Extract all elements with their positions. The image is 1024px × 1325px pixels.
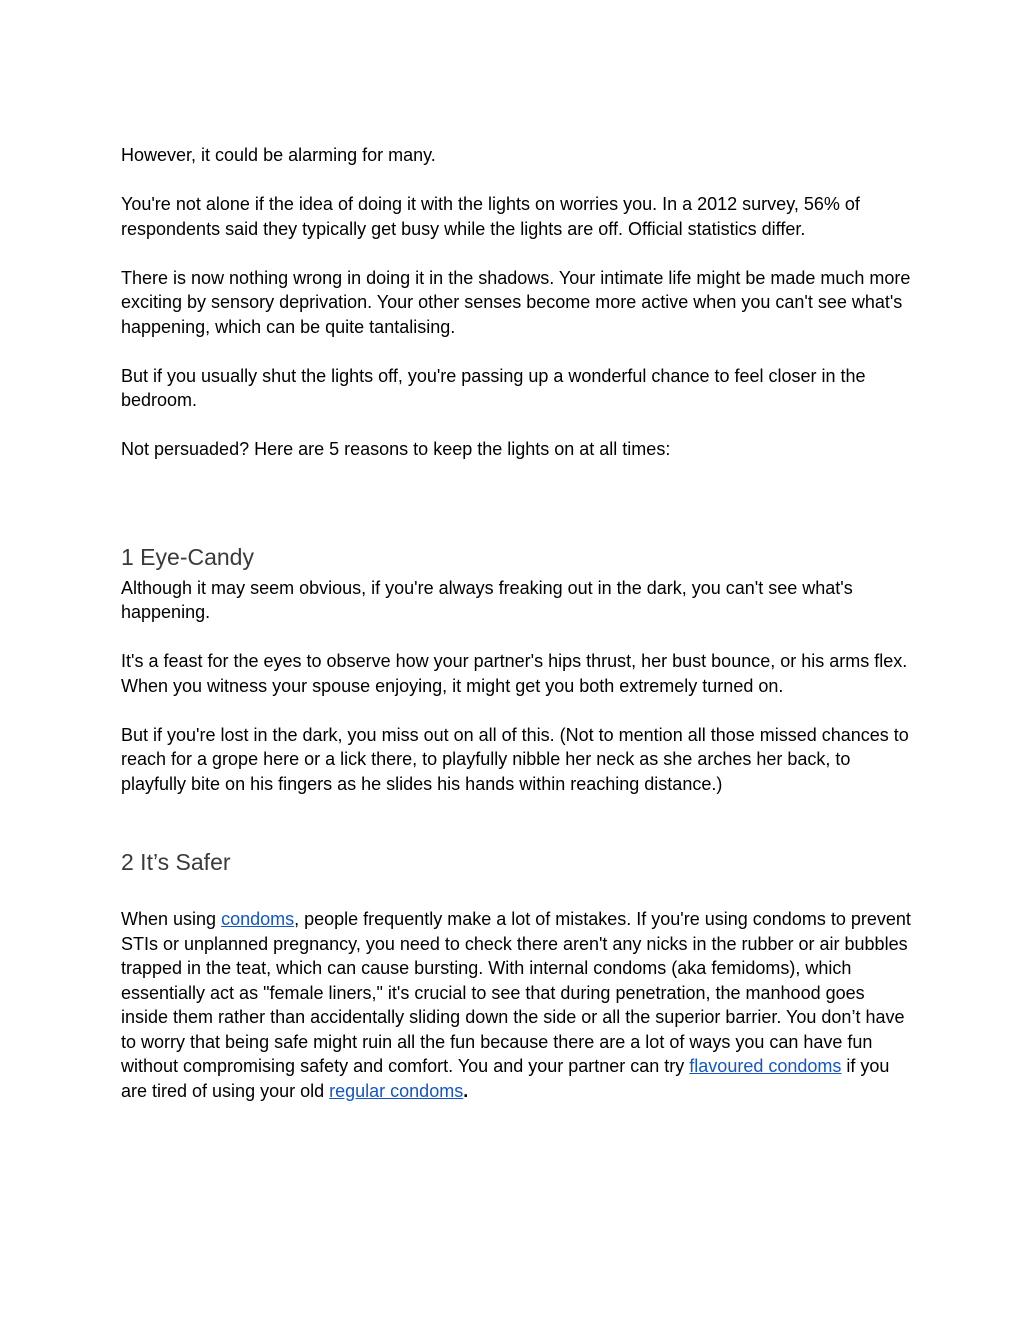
section-1-heading: 1 Eye-Candy [121,543,254,570]
document-page [121,143,911,1103]
intro-paragraph-1: However, it could be alarming for many. [121,145,436,165]
section-1-paragraph-2: It's a feast for the eyes to observe how your partner's hips thrust, her bust bounce, or his arms flex. When you witness your spouse enjoying, it might get you both extremely turned on. [121,651,908,696]
condoms-link[interactable]: condoms [221,909,295,929]
final-period: . [463,1080,469,1101]
paragraph-text: if you are tired of using your old [121,1056,890,1101]
paragraph-text: When using [121,909,222,929]
section-2-heading: 2 It’s Safer [121,849,231,875]
intro-paragraph-5: Not persuaded? Here are 5 reasons to keep the lights on at all times: [121,439,671,459]
paragraph-text: , people frequently make a lot of mistakes. If you're using condoms to prevent STIs or unplanned pregnancy, you need to check there aren't any nicks in the rubber or air bubbles trapped in the teat, which can cause bursting. With internal condoms (aka femidoms), which essentially act as "female liners," it's crucial to see that during penetration, the manhood goes inside them rather than accidentally sliding down the side or all the superior barrier. You don’t have to worry that being safe might ruin all the fun because there are a lot of ways you can have fun without compromising safety and comfort. You and your partner can try [121,909,911,1076]
intro-paragraph-4: But if you usually shut the lights off, you're passing up a wonderful chance to feel closer in the bedroom. [121,365,866,410]
regular-condoms-link[interactable]: regular condoms [329,1080,464,1101]
intro-paragraph-3: There is now nothing wrong in doing it in the shadows. Your intimate life might be made much more exciting by sensory deprivation. Your other senses become more active when you can't see what's happening, which can be quite tantalising. [121,267,911,337]
section-1-paragraph-1: Although it may seem obvious, if you're always freaking out in the dark, you can't see what's happening. [121,577,853,622]
section-1-paragraph-3: But if you're lost in the dark, you miss out on all of this. (Not to mention all those missed chances to reach for a grope here or a lick there, to playfully nibble her neck as she arches her back, to playfully bite on his fingers as he slides his hands within reaching distance.) [121,724,909,794]
intro-paragraph-2: You're not alone if the idea of doing it with the lights on worries you. In a 2012 survey, 56% of respondents said they typically get busy while the lights are off. Official statistics differ. [121,194,860,239]
flavoured-condoms-link[interactable]: flavoured condoms [689,1056,842,1076]
section-2-paragraph-1 [121,907,911,1103]
